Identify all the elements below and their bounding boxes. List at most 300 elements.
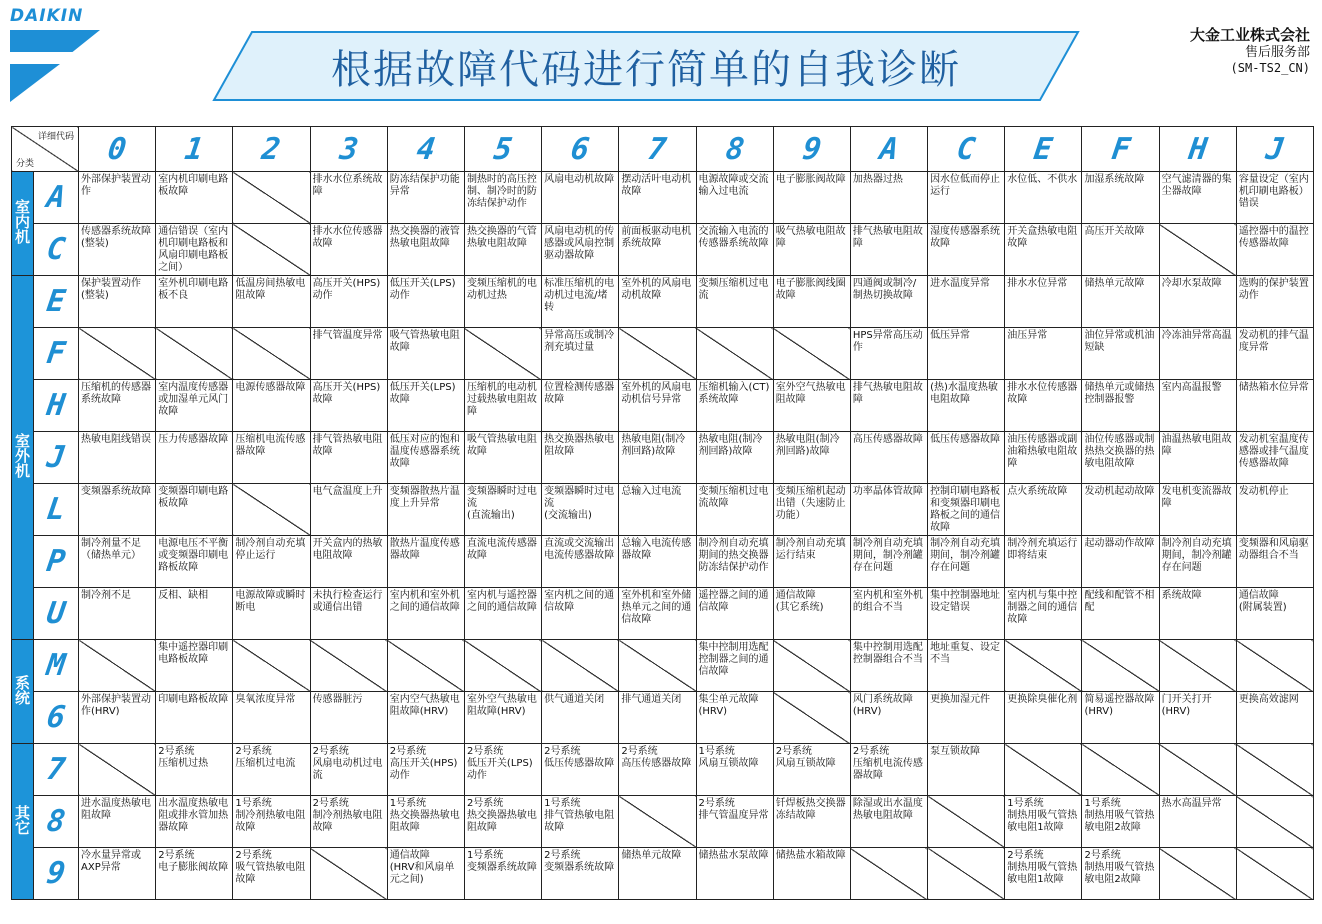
error-description-cell: [850, 328, 927, 380]
daikin-logo: [10, 6, 100, 102]
error-description: 吸气管热敏电阻故障: [389, 330, 460, 353]
error-description: 发动机的排气温度异常: [1238, 330, 1309, 353]
category-text: 其它: [13, 804, 31, 835]
error-description: 制冷剂自动充填停止运行: [235, 538, 306, 561]
error-description-cell: [1082, 588, 1159, 640]
error-description: 电源故障或瞬时断电: [235, 590, 306, 613]
error-description: 2号系统 吸气管热敏电阻故障: [235, 850, 306, 885]
error-description-cell: [156, 484, 233, 536]
error-description-cell: [773, 744, 850, 796]
error-description: 排气通道关闭: [621, 694, 682, 705]
error-description: 高压开关(HPS)动作: [312, 278, 381, 301]
error-description: 电源故障或交流输入过电流: [698, 174, 769, 197]
error-description: 四通阀或制冷/制热切换故障: [852, 278, 917, 301]
error-description-cell: [696, 848, 773, 900]
error-description: 热敏电阻(制冷剂回路)故障: [698, 434, 763, 457]
department: 售后服务部: [1244, 44, 1310, 60]
row-code: [34, 640, 79, 692]
unused-code-cell: [773, 640, 850, 692]
error-description-cell: [310, 536, 387, 588]
row-code: [34, 172, 79, 224]
error-description-cell: [696, 276, 773, 328]
error-description: 开关盒内的热敏电阻故障: [312, 538, 383, 561]
row-code-glyph: 8: [44, 804, 68, 839]
unused-code-cell: [619, 640, 696, 692]
error-description: 热交换器的液管热敏电阻故障: [389, 226, 460, 249]
error-description-cell: [1236, 224, 1313, 276]
row-code-glyph: E: [44, 284, 68, 319]
error-description: 室内高温报警: [1161, 382, 1222, 393]
error-description-cell: [542, 380, 619, 432]
error-description: 变频压缩机的电动机过热: [466, 278, 537, 301]
error-description: 集中遥控器印刷电路板故障: [158, 642, 229, 665]
error-description-cell: [156, 224, 233, 276]
error-description-cell: [928, 328, 1005, 380]
column-code: 8: [723, 131, 747, 167]
error-description: 排水水位系统故障: [312, 174, 383, 197]
column-header: [79, 127, 156, 172]
error-description-cell: [233, 276, 310, 328]
error-description-cell: [1159, 588, 1236, 640]
column-header: [1236, 127, 1313, 172]
error-description-cell: [310, 432, 387, 484]
error-description-cell: [1005, 588, 1082, 640]
error-description: 变频压缩机过电流: [698, 278, 769, 301]
error-description-cell: [850, 796, 927, 848]
error-description: 室内机印刷电路板故障: [158, 174, 229, 197]
error-description: 供气通道关闭: [544, 694, 605, 705]
error-description-cell: [1005, 484, 1082, 536]
column-code: 5: [491, 131, 515, 167]
error-description: 冷冻油异常高温: [1161, 330, 1232, 341]
row-code-glyph: 6: [44, 700, 68, 735]
error-description: 变频器瞬时过电流 (交流输出): [544, 486, 615, 521]
error-description: 低压开关(LPS)动作: [389, 278, 456, 301]
unused-code-cell: [1159, 640, 1236, 692]
error-description: 发电机变流器故障: [1161, 486, 1232, 509]
table-corner: [12, 127, 79, 172]
unused-code-cell: [619, 796, 696, 848]
error-description-cell: [696, 432, 773, 484]
error-description-cell: [773, 484, 850, 536]
category-label: [12, 640, 34, 744]
error-description-cell: [1236, 536, 1313, 588]
error-description: 压缩机的电动机过载热敏电阻故障: [466, 382, 537, 417]
row-code: [34, 692, 79, 744]
row-code: [34, 380, 79, 432]
error-description-cell: [1005, 224, 1082, 276]
error-description-cell: [1236, 484, 1313, 536]
error-description: 集中控制用选配控制器组合不当: [852, 642, 923, 665]
error-description-cell: [619, 536, 696, 588]
error-description: 电子膨胀阀故障: [775, 174, 846, 185]
error-description: 通信故障 (HRV和风扇单元之间): [389, 850, 455, 885]
title-band: [212, 30, 1080, 102]
row-code-glyph: J: [44, 440, 68, 475]
column-header: [928, 127, 1005, 172]
error-description-cell: [542, 796, 619, 848]
row-code: [34, 276, 79, 328]
error-description-cell: [928, 224, 1005, 276]
error-description-cell: [156, 848, 233, 900]
error-description: 2号系统 风扇电动机过电流: [312, 746, 383, 781]
error-description-cell: [79, 432, 156, 484]
error-description-cell: [542, 224, 619, 276]
error-description: 散热片温度传感器故障: [389, 538, 460, 561]
error-description: 排水水位传感器故障: [312, 226, 383, 249]
error-description: 室内机与遥控器之间的通信故障: [466, 590, 537, 613]
error-description-cell: [387, 848, 464, 900]
error-description-cell: [1236, 328, 1313, 380]
column-header: [1005, 127, 1082, 172]
error-description-cell: [619, 432, 696, 484]
column-header: [1082, 127, 1159, 172]
row-code: [34, 744, 79, 796]
error-description-cell: [696, 796, 773, 848]
error-description: 排气管热敏电阻故障: [312, 434, 383, 457]
error-description: 排气管温度异常: [312, 330, 383, 341]
table-row: [12, 276, 1314, 328]
error-description: 1号系统 热交换器热敏电阻故障: [389, 798, 460, 833]
error-description: 系统故障: [1161, 590, 1202, 601]
table-row: [12, 848, 1314, 900]
error-description: 高压开关(HPS)故障: [312, 382, 381, 405]
error-description: 进水温度热敏电阻故障: [81, 798, 151, 821]
error-description: 电源电压不平衡或变频器印刷电路板故障: [158, 538, 229, 573]
error-description-cell: [156, 588, 233, 640]
category-text: 室外机: [13, 433, 31, 478]
unused-code-cell: [850, 848, 927, 900]
error-description-cell: [79, 692, 156, 744]
row-code: [34, 536, 79, 588]
error-description-cell: [387, 536, 464, 588]
error-description-cell: [542, 432, 619, 484]
error-description: 2号系统 高压传感器故障: [621, 746, 692, 769]
column-header: [310, 127, 387, 172]
unused-code-cell: [928, 796, 1005, 848]
error-description: 1号系统 排气管热敏电阻故障: [544, 798, 615, 833]
error-description: 2号系统 低压开关(LPS)动作: [466, 746, 533, 781]
error-description: 热交换器热敏电阻故障: [544, 434, 615, 457]
error-description: 配线和配管不相配: [1084, 590, 1155, 613]
error-description-cell: [1082, 432, 1159, 484]
error-description: 加热器过热: [852, 174, 903, 185]
unused-code-cell: [79, 640, 156, 692]
error-description-cell: [850, 172, 927, 224]
row-code-glyph: A: [44, 180, 68, 215]
error-description: 室内空气热敏电阻故障(HRV): [389, 694, 460, 717]
table-row: [12, 692, 1314, 744]
error-description-cell: [542, 276, 619, 328]
error-description: 2号系统 低压传感器故障: [544, 746, 615, 769]
row-code: [34, 588, 79, 640]
error-description-cell: [928, 432, 1005, 484]
error-description-cell: [928, 692, 1005, 744]
error-description-cell: [156, 536, 233, 588]
error-description-cell: [1082, 536, 1159, 588]
error-description-cell: [387, 224, 464, 276]
error-description: 变频器和风扇驱动器组合不当: [1238, 538, 1309, 561]
error-description: 吸气管热敏电阻故障: [466, 434, 537, 457]
error-description-cell: [619, 224, 696, 276]
error-description: 风扇电动机故障: [544, 174, 615, 185]
error-description: 摆动活叶电动机故障: [621, 174, 692, 197]
unused-code-cell: [619, 328, 696, 380]
error-description-cell: [773, 276, 850, 328]
error-description-cell: [464, 536, 541, 588]
column-header: [773, 127, 850, 172]
error-description-cell: [773, 380, 850, 432]
table-row: [12, 432, 1314, 484]
column-header: [696, 127, 773, 172]
error-description-cell: [1082, 796, 1159, 848]
error-description: 变频器印刷电路板故障: [158, 486, 229, 509]
unused-code-cell: [1159, 224, 1236, 276]
error-description: 1号系统 制冷剂热敏电阻故障: [235, 798, 306, 833]
error-description-cell: [1005, 432, 1082, 484]
error-description: 臭氧浓度异常: [235, 694, 296, 705]
error-description-cell: [928, 484, 1005, 536]
category-text: 室内机: [13, 199, 31, 244]
column-header: [233, 127, 310, 172]
unused-code-cell: [310, 640, 387, 692]
unused-code-cell: [233, 640, 310, 692]
error-description-cell: [233, 848, 310, 900]
row-code: [34, 224, 79, 276]
error-description: 印刷电路板故障: [158, 694, 229, 705]
error-description-cell: [464, 588, 541, 640]
error-description-cell: [1236, 380, 1313, 432]
error-description: 外部保护装置动作: [81, 174, 151, 197]
error-description-cell: [1159, 172, 1236, 224]
error-description-cell: [1005, 536, 1082, 588]
error-description-cell: [464, 796, 541, 848]
error-description-cell: [1082, 328, 1159, 380]
error-description: 变频器系统故障: [81, 486, 151, 497]
error-description: 压缩机的传感器系统故障: [81, 382, 151, 405]
error-description: 变频器瞬时过电流 (直流输出): [466, 486, 537, 521]
error-description-cell: [387, 380, 464, 432]
error-description-cell: [387, 796, 464, 848]
row-code-glyph: H: [44, 388, 68, 423]
error-description: 制冷剂自动充填期间，制冷剂罐存在问题: [852, 538, 923, 573]
error-description: 冷水量异常或AXP异常: [81, 850, 141, 873]
error-description: 总输入过电流: [621, 486, 682, 497]
error-description-cell: [79, 536, 156, 588]
unused-code-cell: [233, 484, 310, 536]
error-description-cell: [619, 172, 696, 224]
error-description: 遥控器之间的通信故障: [698, 590, 769, 613]
error-description: 储热单元或储热控制器报警: [1084, 382, 1155, 405]
error-description-cell: [1005, 848, 1082, 900]
doc-code: (SM-TS2_CN): [1230, 61, 1310, 75]
error-description: 制冷剂充填运行即将结束: [1007, 538, 1078, 561]
error-description: 钎焊板热交换器冻结故障: [775, 798, 846, 821]
unused-code-cell: [464, 640, 541, 692]
error-description: 交流输入电流的传感器系统故障: [698, 226, 769, 249]
error-description: 进水温度异常: [930, 278, 991, 289]
table-row: [12, 380, 1314, 432]
table-row: [12, 484, 1314, 536]
table-row: [12, 588, 1314, 640]
error-description-cell: [928, 536, 1005, 588]
error-description: 通信故障 (其它系统): [775, 590, 824, 613]
error-description-cell: [233, 588, 310, 640]
error-description: 油压传感器或副油箱热敏电阻故障: [1007, 434, 1078, 469]
error-description-cell: [1082, 692, 1159, 744]
error-description: 变频压缩机过电流故障: [698, 486, 769, 509]
error-description-cell: [1005, 172, 1082, 224]
error-description: 油位传感器或制热热交换器的热敏电阻故障: [1084, 434, 1155, 469]
error-description-cell: [1236, 588, 1313, 640]
error-description: 门开关打开(HRV): [1161, 694, 1212, 717]
error-description: 除湿或出水温度热敏电阻故障: [852, 798, 923, 821]
error-description-cell: [696, 172, 773, 224]
unused-code-cell: [233, 172, 310, 224]
error-description-cell: [773, 432, 850, 484]
error-description: HPS异常高压动作: [852, 330, 923, 353]
error-description-cell: [79, 172, 156, 224]
column-header: [156, 127, 233, 172]
error-description-cell: [619, 484, 696, 536]
row-code-glyph: M: [44, 648, 68, 683]
error-description-cell: [696, 380, 773, 432]
row-code-glyph: P: [44, 544, 68, 579]
error-description-cell: [464, 848, 541, 900]
error-description: 压缩机输入(CT)系统故障: [698, 382, 770, 405]
error-description: 制冷剂自动充填期间，制冷剂罐存在问题: [1161, 538, 1232, 573]
error-description-cell: [310, 692, 387, 744]
error-description-cell: [156, 692, 233, 744]
error-description: 制冷剂不足: [81, 590, 131, 601]
row-code-glyph: 9: [44, 856, 68, 891]
error-description: 排水水位传感器故障: [1007, 382, 1078, 405]
error-description: 储热盐水泵故障: [698, 850, 769, 861]
error-description: 吸气热敏电阻故障: [775, 226, 846, 249]
error-description: 湿度传感器系统故障: [930, 226, 1001, 249]
error-description: 制冷剂自动充填期间的热交换器防冻结保护动作: [698, 538, 769, 573]
row-code: [34, 796, 79, 848]
error-description: 2号系统 排气管温度异常: [698, 798, 769, 821]
error-description-cell: [542, 744, 619, 796]
table-row: [12, 328, 1314, 380]
error-description: 2号系统 风扇互锁故障: [775, 746, 836, 769]
error-description: 制热时的高压控制、制冷时的防冻结保护动作: [466, 174, 537, 209]
error-description-cell: [233, 692, 310, 744]
error-description-cell: [387, 276, 464, 328]
error-description-cell: [156, 172, 233, 224]
error-description-cell: [773, 588, 850, 640]
column-header: [1159, 127, 1236, 172]
error-description-cell: [542, 536, 619, 588]
error-description-cell: [464, 172, 541, 224]
error-description: 加湿系统故障: [1084, 174, 1145, 185]
error-description: 热敏电阻(制冷剂回路)故障: [775, 434, 840, 457]
error-description: 热敏电阻(制冷剂回路)故障: [621, 434, 686, 457]
error-description: 储热单元故障: [1084, 278, 1145, 289]
header-row: [12, 127, 1314, 172]
error-description: 室外空气热敏电阻故障: [775, 382, 846, 405]
table-row: [12, 796, 1314, 848]
error-description: 油温热敏电阻故障: [1161, 434, 1232, 457]
error-description-cell: [233, 432, 310, 484]
error-description-cell: [79, 380, 156, 432]
error-description-cell: [696, 744, 773, 796]
error-description-cell: [387, 432, 464, 484]
category-label: [12, 276, 34, 640]
column-code: C: [954, 131, 978, 167]
error-description-cell: [79, 796, 156, 848]
error-description: 控制印刷电路板和变频器印刷电路板之间的通信故障: [930, 486, 1001, 533]
unused-code-cell: [542, 640, 619, 692]
error-description-cell: [156, 796, 233, 848]
error-description-cell: [233, 744, 310, 796]
error-description-cell: [1159, 328, 1236, 380]
error-description: 2号系统 电子膨胀阀故障: [158, 850, 229, 873]
error-description-cell: [156, 432, 233, 484]
error-description: 直流或交流输出电流传感器故障: [544, 538, 615, 561]
column-code: 4: [414, 131, 438, 167]
unused-code-cell: [1159, 744, 1236, 796]
error-description-cell: [850, 276, 927, 328]
error-description-cell: [1082, 172, 1159, 224]
error-description: 油压异常: [1007, 330, 1048, 341]
error-description-cell: [1236, 276, 1313, 328]
unused-code-cell: [464, 328, 541, 380]
error-description: 直流电流传感器故障: [466, 538, 537, 561]
error-description: 1号系统 制热用吸气管热敏电阻2故障: [1084, 798, 1155, 833]
error-description-cell: [1005, 276, 1082, 328]
row-code-glyph: U: [44, 596, 68, 631]
error-description: 选购的保护装置动作: [1238, 278, 1309, 301]
column-code: J: [1263, 131, 1287, 167]
error-description: 电气盒温度上升: [312, 486, 383, 497]
column-header: [619, 127, 696, 172]
error-description-cell: [850, 588, 927, 640]
error-description: 电子膨胀阀线圈故障: [775, 278, 846, 301]
error-description: 传感器系统故障(整装): [81, 226, 151, 249]
error-description: 2号系统 高压开关(HPS)动作: [389, 746, 458, 781]
error-description: 热交换器的气管热敏电阻故障: [466, 226, 537, 249]
error-description: 2号系统 制热用吸气管热敏电阻1故障: [1007, 850, 1078, 885]
error-description-cell: [696, 224, 773, 276]
error-description-cell: [1236, 692, 1313, 744]
error-description: 变频器散热片温度上升异常: [389, 486, 460, 509]
error-description: 室内温度传感器或加湿单元风门故障: [158, 382, 229, 417]
error-description: 前面板驱动电机系统故障: [621, 226, 692, 249]
error-description: 热敏电阻线错误: [81, 434, 151, 445]
error-description: 电源传感器故障: [235, 382, 306, 393]
error-description: 室外机的风扇电动机故障: [621, 278, 692, 301]
error-description-cell: [928, 172, 1005, 224]
row-code: [34, 328, 79, 380]
unused-code-cell: [1236, 796, 1313, 848]
error-description-cell: [619, 588, 696, 640]
unused-code-cell: [1236, 640, 1313, 692]
row-code: [34, 848, 79, 900]
error-description: 变频压缩机起动出错（失速防止功能）: [775, 486, 846, 521]
error-description-cell: [79, 276, 156, 328]
error-description-cell: [79, 224, 156, 276]
error-description: 水位低、不供水: [1007, 174, 1078, 185]
error-description: 2号系统 压缩机电流传感器故障: [852, 746, 923, 781]
error-description-cell: [464, 484, 541, 536]
column-code: F: [1109, 131, 1133, 167]
unused-code-cell: [773, 692, 850, 744]
error-description-cell: [773, 848, 850, 900]
unused-code-cell: [310, 848, 387, 900]
unused-code-cell: [773, 328, 850, 380]
